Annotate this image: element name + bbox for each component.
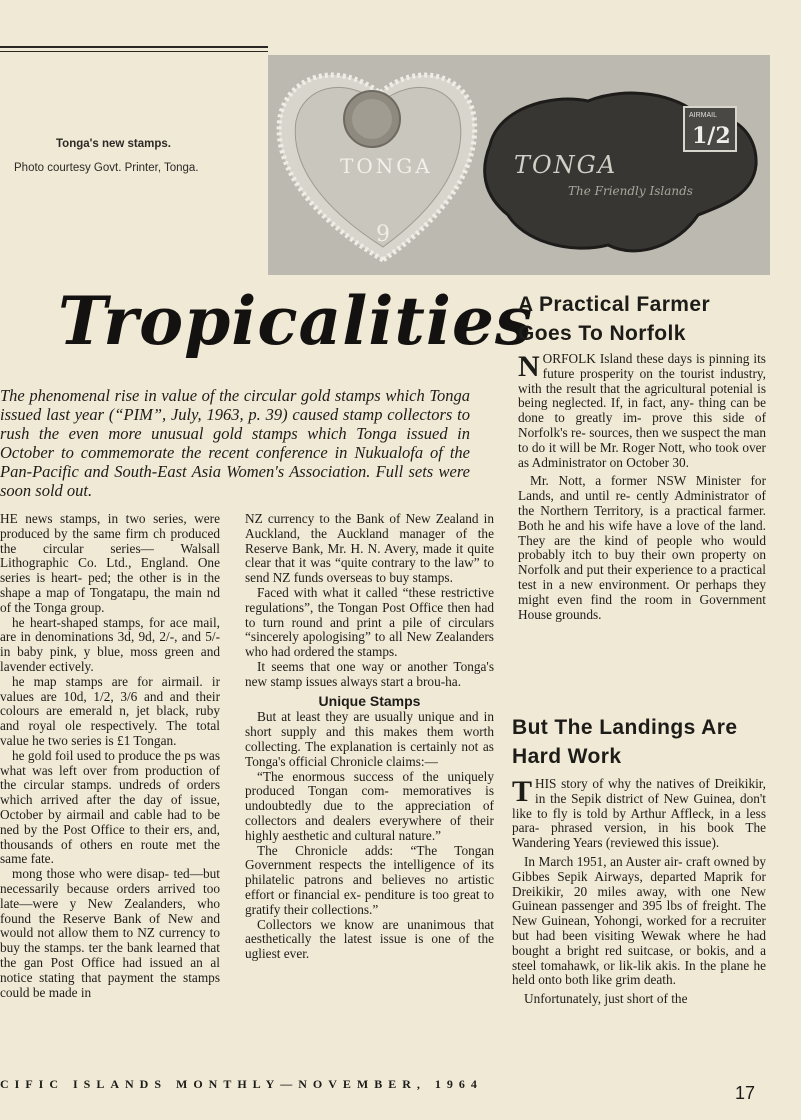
col2-paragraph: Faced with what it called “these restrictive regulations”, the Tongan Post Office then had to turn round and print a pile of circulars “sincerely apologising” to all New Zealanders who had ordered the stamps.	[245, 584, 494, 660]
footer-masthead: CIFIC ISLANDS MONTHLY—NOVEMBER, 1964	[0, 1077, 483, 1091]
top-rule	[0, 46, 268, 48]
intro-paragraph: The phenomenal rise in value of the circular gold stamps which Tonga issued last year (“PIM”, July, 1963, p. 39) caused stamp collectors to rush the even more unusual gold stamps which Tonga issued in October to commemorate the recent conference in Nukualofa of the Pan-Pacific and South-East Asia Women's Association. Full sets were soon sold out.	[0, 386, 470, 500]
col2-paragraph: The Chronicle adds: “The Tongan Government respects the intelligence of its philatelic patrons and believes no artistic effort or financial ex- penditure is too great to gratify their collections.”	[245, 842, 494, 917]
stamps-photo	[268, 55, 770, 275]
col1-paragraph: he heart-shaped stamps, for ace mail, are in denominations 3d, 9d, 2/-, and 5/- in baby pink, y blue, moss green and lavender ectively.	[0, 614, 220, 674]
col2-paragraph: Collectors we know are unanimous that aesthetically the latest issue is one of the ugliest ever.	[245, 916, 494, 962]
drop-cap: N	[518, 350, 540, 383]
photo-caption: Tonga's new stamps.	[56, 138, 171, 150]
page-number: 17	[735, 1083, 756, 1103]
headline-landings: But The Landings Are Hard Work	[512, 716, 738, 768]
col2-paragraph: It seems that one way or another Tonga's new stamp issues always start a brou-ha.	[245, 658, 494, 689]
top-rule-thin	[0, 51, 268, 52]
article-norfolk	[518, 290, 766, 622]
stamps-illustration	[268, 55, 770, 275]
photo-credit: Photo courtesy Govt. Printer, Tonga.	[14, 162, 199, 174]
map-stamp-airmail: AIRMAIL	[689, 112, 718, 119]
map-stamp-value: 1/2	[692, 123, 731, 149]
col1-paragraph: he map stamps are for airmail. ir values are 10d, 1/2, 3/6 and and their colours are emerald n, jet black, ruby and royal ole respectively. The total value he two series is £1 Tongan.	[0, 673, 220, 748]
col2-paragraph: “The enormous success of the uniquely produced Tongan com- memoratives is undoubtedly due to the appreciation of collectors and dealers everywhere of their highly aesthetic and cultural nature.”	[245, 768, 494, 843]
col2-paragraph: But at least they are usually unique and in short supply and this makes them worth collecting. The explanation is certainly not as Tonga's official Chronicle claims:—	[245, 709, 494, 769]
heart-stamp-value: 9	[376, 222, 390, 247]
col2-paragraph: NZ currency to the Bank of New Zealand in Auckland, the Auckland manager of the Reserve Bank, Mr. H. N. Avery, made it quite clear that it was “quite contrary to the law” to send NZ funds overseas to buy stamps.	[245, 511, 494, 586]
col1-paragraph: he gold foil used to produce the ps was what was left over from production of the circular stamps. undreds of orders which arrived after the day of issue, October by airmail and cable had to be ned by the Post Office to their ers, and, thousands of others en route met the same fate.	[0, 747, 220, 867]
landings-paragraph: Unfortunately, just short of the	[524, 991, 688, 1007]
col1-paragraph: mong those who were disap- ted—but necessarily because orders arrived too late—were y New Zealanders, who found the Reserve Bank of New and would not allow them to NZ currency to buy the stamps. ter the bank learned that the gan Post Office had issued an al notice stating that payment the stamps could be made in	[0, 866, 220, 1000]
map-stamp-label: TONGA	[514, 151, 618, 179]
heart-stamp-label: TONGA	[340, 154, 433, 178]
map-stamp-subtitle: The Friendly Islands	[568, 184, 693, 198]
column-2	[245, 512, 494, 962]
norfolk-paragraph: Mr. Nott, a former NSW Minister for Lands, and until re- cently Administrator of the Northern Territory, is a practical farmer. Both he and his wife have a love of the land. They are the kind of people who would probably itch to buy their own property on Norfolk and put their experience to a practical test in a new environment. Or perhaps they might even find the room in Government House grounds.	[518, 473, 766, 622]
column-1	[0, 512, 220, 1000]
article-landings	[512, 713, 766, 1007]
landings-paragraph: THIS story of why the natives of Dreikikir, in the Sepik district of New Guinea, don't like to fly is told by Arthur Affleck, in a less para- phrased version, in his book The Wandering Years (reviewed this issue).	[512, 775, 766, 851]
drop-cap: T	[512, 775, 533, 808]
col1-paragraph: HE news stamps, in two series, were produced by the same firm ch produced the circular series— Walsall Lithographic Co. Ltd., England. One series is heart- ped; the other is in the shape a map of Tongatapu, the main nd of the Tonga group.	[0, 511, 220, 615]
norfolk-paragraph: NORFOLK Island these days is pinning its future prosperity on the tourist industry, with the result that the agricultural potenial is being neglected. If, in fact, any- thing can be done to greatly im- prove this side of Norfolk's re- sources, then we suspect the man to do it will be Mr. Roger Nott, who took over as Administrator on October 30.	[518, 350, 766, 470]
headline-norfolk: A Practical Farmer Goes To Norfolk	[518, 293, 711, 345]
page-title: Tropicalities	[58, 282, 534, 360]
subheading-unique-stamps: Unique Stamps	[318, 692, 421, 709]
landings-paragraph: In March 1951, an Auster air- craft owned by Gibbes Sepik Airways, departed Maprik for Dreikikir, 20 miles away, with one New Guinean passenger and 395 lbs of freight. The New Guinean, Yohongi, worked for a recruiter but had been visiting Wewak where he had bought a bright red suitcase, or bokis, and a steel tomahawk, or lik-lik akis. In the plane he held onto both like grim death.	[512, 853, 766, 988]
